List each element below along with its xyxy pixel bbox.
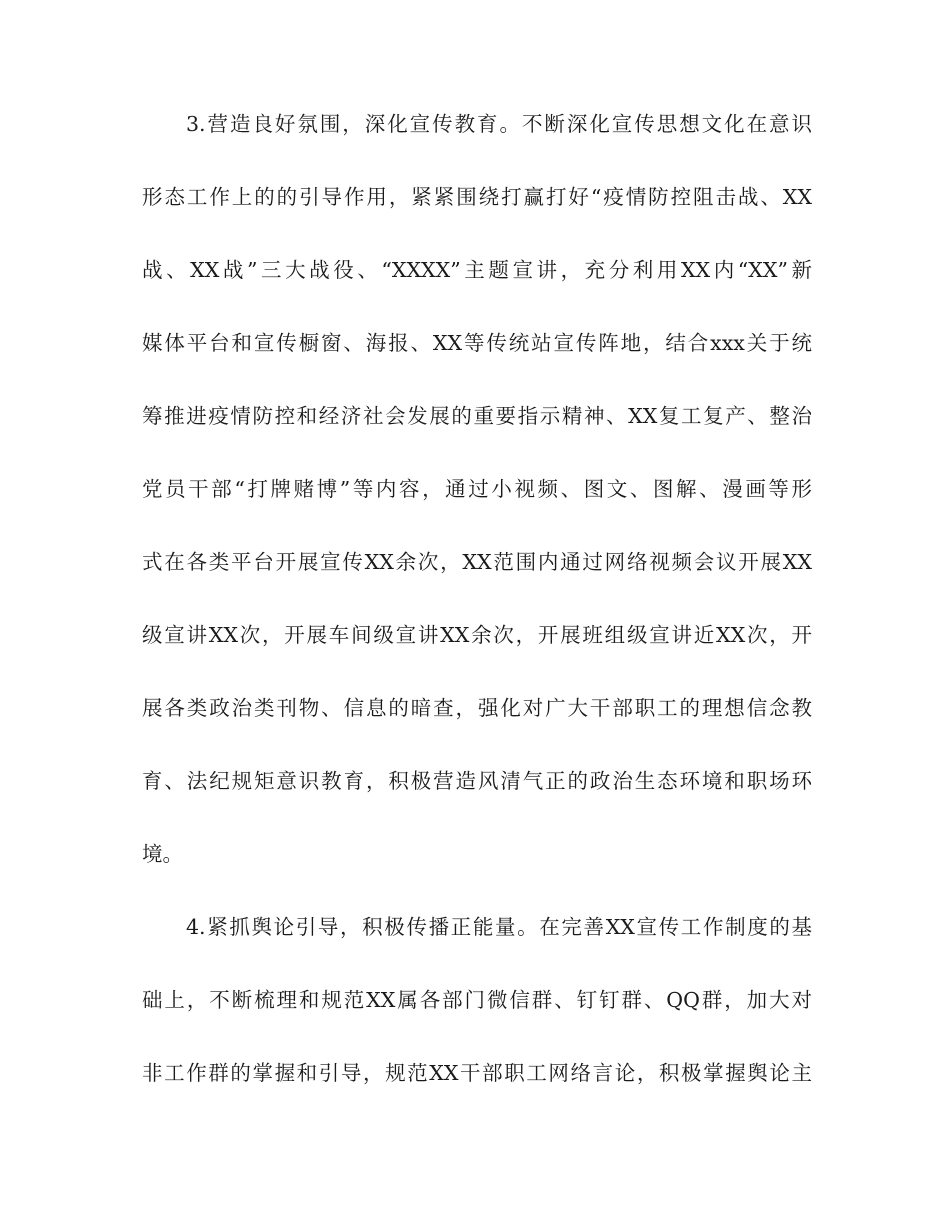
paragraph-3-line-6: 党员干部“打牌赌博”等内容，通过小视频、图文、图解、漫画等形 xyxy=(142,477,812,501)
paragraph-3-line-2: 形态工作上的的引导作用，紧紧围绕打赢打好“疫情防控阻击战、XX xyxy=(142,185,812,209)
paragraph-3-line-4: 媒体平台和宣传橱窗、海报、XX等传统站宣传阵地，结合xxx关于统 xyxy=(142,331,812,355)
paragraph-3-line-8: 级宣讲XX次，开展车间级宣讲XX余次，开展班组级宣讲近XX次，开 xyxy=(142,623,812,647)
paragraph-3-line-1: 3.营造良好氛围，深化宣传教育。不断深化宣传思想文化在意识 xyxy=(186,112,812,136)
paragraph-3-line-11: 境。 xyxy=(142,842,183,866)
body-text xyxy=(142,108,812,1130)
paragraph-3-line-9: 展各类政治类刊物、信息的暗查，强化对广大干部职工的理想信念教 xyxy=(142,696,812,720)
paragraph-4-line-3: 非工作群的掌握和引导，规范XX干部职工网络言论，积极掌握舆论主 xyxy=(142,1061,812,1085)
paragraph-3-line-5: 筹推进疫情防控和经济社会发展的重要指示精神、XX复工复产、整治 xyxy=(142,404,812,428)
paragraph-4-line-2: 础上，不断梳理和规范XX属各部门微信群、钉钉群、QQ群，加大对 xyxy=(142,988,812,1012)
paragraph-3-line-10: 育、法纪规矩意识教育，积极营造风清气正的政治生态环境和职场环 xyxy=(142,769,812,793)
paragraph-4-line-1: 4.紧抓舆论引导，积极传播正能量。在完善XX宣传工作制度的基 xyxy=(186,915,812,939)
paragraph-3-line-7: 式在各类平台开展宣传XX余次，XX范围内通过网络视频会议开展XX xyxy=(142,550,812,574)
paragraph-3-line-3: 战、XX战”三大战役、“XXXX”主题宣讲，充分利用XX内“XX”新 xyxy=(142,258,812,282)
